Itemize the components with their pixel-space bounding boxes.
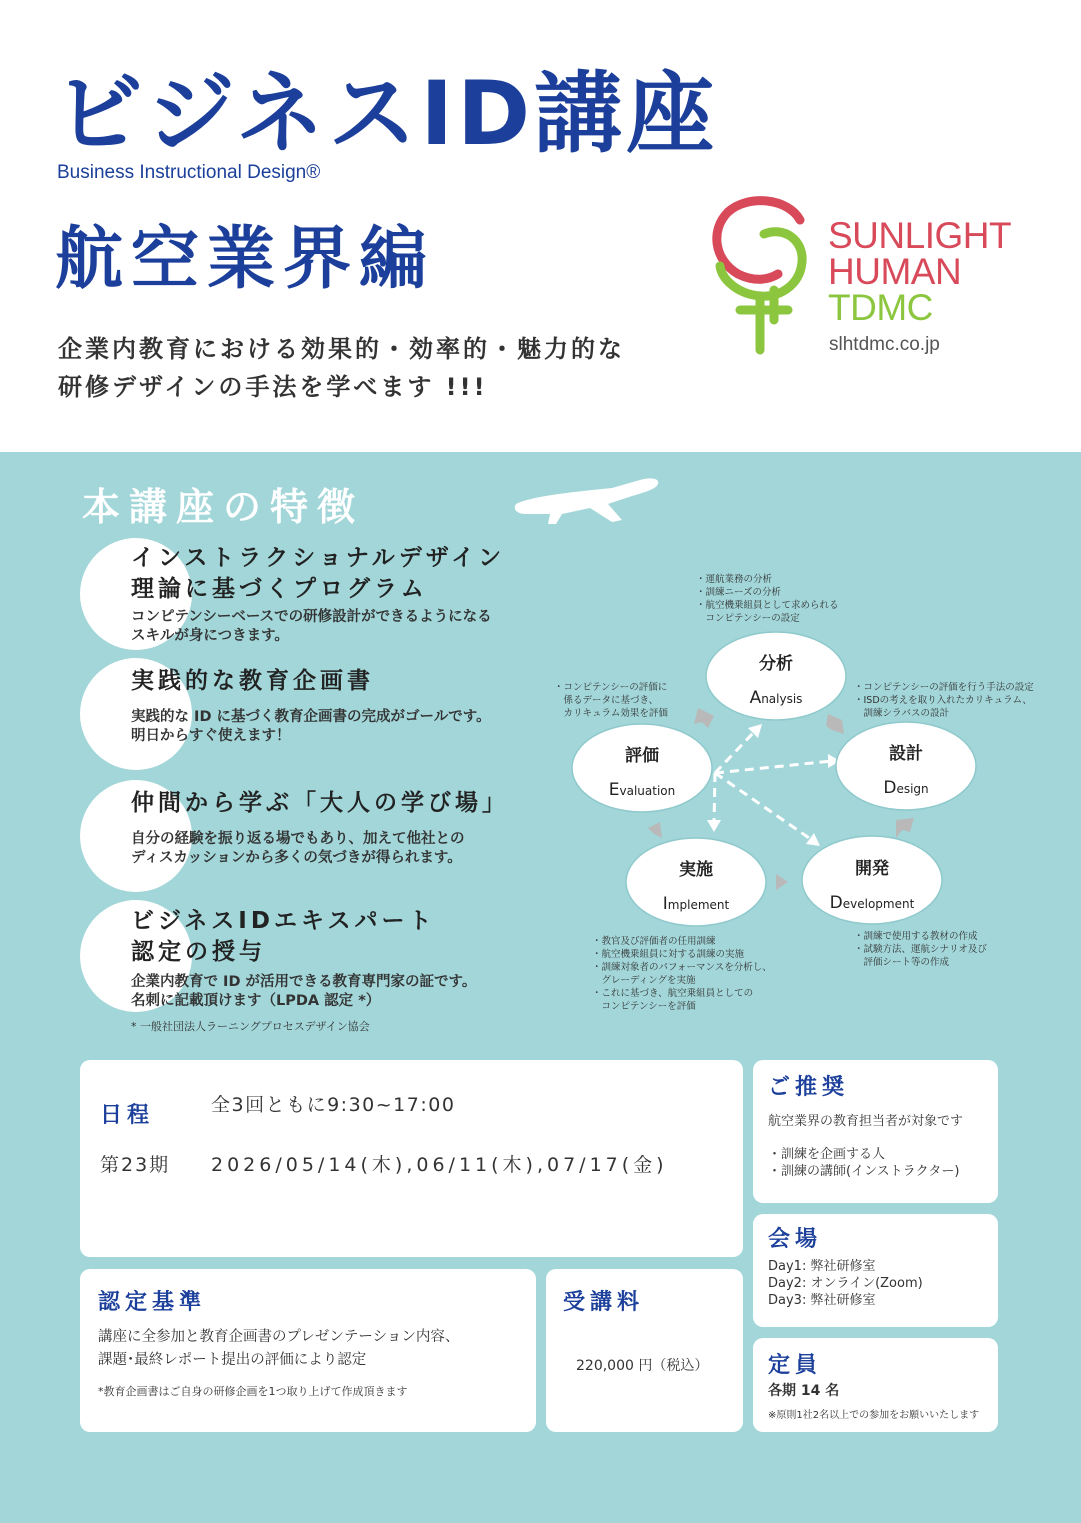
recommend-item: ・訓練を企画する人 xyxy=(768,1147,886,1162)
note-line: カリキュラム効果を評価 xyxy=(554,708,668,719)
certification-text xyxy=(98,1326,459,1372)
feature-desc-line: 実践的な ID に基づく教育企画書の完成がゴールです。 xyxy=(131,709,491,725)
feature-desc-line: 名刺に記載頂けます（LPDA 認定 *） xyxy=(131,993,381,1009)
addie-diagram xyxy=(550,568,1050,1018)
design-en: Design xyxy=(883,778,929,798)
venue-card xyxy=(753,1214,998,1327)
subtitle-english: Business Instructional Design® xyxy=(57,162,321,183)
phase-ellipses xyxy=(572,632,976,926)
feature-item xyxy=(80,900,560,1015)
note-line: コンピテンシーの設定 xyxy=(696,613,800,624)
venue-heading: 会場 xyxy=(768,1227,823,1252)
feature-title xyxy=(131,666,374,697)
venue-day: Day1: 弊社研修室 xyxy=(768,1259,876,1274)
schedule-time: 全3回ともに9:30~17:00 xyxy=(211,1094,456,1116)
airplane-icon xyxy=(512,474,662,530)
dashed-arrows xyxy=(714,730,832,840)
note-line: ・訓練で使用する教材の作成 xyxy=(854,931,978,942)
note-line: 係るデータに基づき、 xyxy=(554,695,659,706)
note-line: ・訓練対象者のパフォーマンスを分析し、 xyxy=(592,962,772,973)
edition-title: 航空業界編 xyxy=(55,220,436,299)
note-line: ・航空機乗組員に対する訓練の実施 xyxy=(592,949,745,960)
recommend-target: 航空業界の教育担当者が対象です xyxy=(768,1114,964,1129)
note-line: ・これに基づき、航空乗組員としての xyxy=(592,988,754,999)
dashed-arrowheads xyxy=(707,724,840,846)
schedule-heading: 日程 xyxy=(100,1103,155,1128)
feature-desc-line: スキルが身につきます。 xyxy=(131,628,289,644)
certification-line: 課題･最終レポート提出の評価により認定 xyxy=(98,1352,367,1368)
company-logo xyxy=(708,190,1038,360)
feature-desc xyxy=(131,973,476,1011)
certification-card xyxy=(80,1269,536,1432)
venue-list xyxy=(768,1258,923,1309)
note-line: ・ISDの考えを取り入れたカリキュラム、 xyxy=(854,695,1032,706)
schedule-dates: 2026/05/14(木),06/11(木),07/17(金) xyxy=(211,1154,668,1176)
logo-line: HUMAN xyxy=(828,251,962,292)
logo-mark-icon xyxy=(708,190,818,360)
logo-line: SUNLIGHT xyxy=(828,215,1012,256)
development-jp: 開発 xyxy=(855,859,889,879)
feature-item xyxy=(80,780,560,890)
certification-line: 講座に全参加と教育企画書のプレゼンテーション内容、 xyxy=(98,1329,460,1345)
development-notes xyxy=(854,930,987,969)
note-line: グレーディングを実施 xyxy=(592,975,696,986)
analysis-jp: 分析 xyxy=(759,654,793,674)
venue-day: Day2: オンライン(Zoom) xyxy=(768,1276,923,1291)
analysis-en: Analysis xyxy=(749,688,803,708)
feature-title xyxy=(131,543,505,605)
note-line: ・コンピテンシーの評価に xyxy=(554,682,668,693)
note-line: ・試験方法、運航シナリオ及び xyxy=(854,944,987,955)
lead-line: 研修デザインの手法を学べます !!! xyxy=(58,373,488,401)
logo-url: slhtdmc.co.jp xyxy=(829,334,940,355)
feature-title xyxy=(131,788,509,819)
features-heading: 本講座の特徴 xyxy=(82,485,365,529)
feature-title-line: ビジネスIDエキスパート xyxy=(131,908,436,934)
recommend-card xyxy=(753,1060,998,1203)
header-section xyxy=(0,0,1081,452)
capacity-card xyxy=(753,1338,998,1432)
page-title: ビジネスID講座 xyxy=(55,62,719,165)
recommend-item: ・訓練の講師(インストラクター) xyxy=(768,1164,960,1179)
venue-day: Day3: 弊社研修室 xyxy=(768,1293,876,1308)
feature-item xyxy=(80,658,560,768)
feature-desc-line: 明日からすぐ使えます！ xyxy=(131,728,291,744)
capacity-heading: 定員 xyxy=(768,1353,823,1378)
feature-desc-line: ディスカッションから多くの気づきが得られます。 xyxy=(131,850,462,866)
note-line: 評価シート等の作成 xyxy=(854,957,950,968)
fee-amount: 220,000 円（税込） xyxy=(576,1358,709,1374)
footnote: * 一般社団法人ラーニングプロセスデザイン協会 xyxy=(131,1020,370,1033)
evaluation-en: Evaluation xyxy=(608,780,676,800)
logo-line: TDMC xyxy=(828,287,933,328)
feature-item xyxy=(80,540,560,650)
fee-card xyxy=(546,1269,743,1432)
note-line: ・教官及び評価者の任用訓練 xyxy=(592,936,716,947)
implement-jp: 実施 xyxy=(679,860,713,880)
schedule-term: 第23期 xyxy=(100,1154,171,1176)
certification-heading: 認定基準 xyxy=(98,1290,207,1315)
analysis-notes xyxy=(696,573,839,625)
note-line: ・訓練ニーズの分析 xyxy=(696,587,782,598)
note-line: ・運航業務の分析 xyxy=(696,574,773,585)
note-line: 訓練シラバスの設計 xyxy=(854,708,950,719)
feature-desc-line: コンピテンシーベースでの研修設計ができるようになる xyxy=(131,609,492,625)
certification-note: *教育企画書はご自身の研修企画を1つ取り上げて作成頂きます xyxy=(98,1385,408,1398)
recommend-heading: ご推奨 xyxy=(768,1075,850,1100)
note-line: ・コンピテンシーの評価を行う手法の設定 xyxy=(854,682,1034,693)
design-notes xyxy=(854,681,1034,720)
feature-desc xyxy=(131,830,465,868)
capacity-note: ※原則1社2名以上での参加をお願いいたします xyxy=(768,1410,980,1421)
design-jp: 設計 xyxy=(889,744,923,764)
capacity-value: 各期 14 名 xyxy=(768,1383,840,1399)
development-en: Development xyxy=(829,893,915,913)
feature-title-line: 実践的な教育企画書 xyxy=(131,668,374,694)
evaluation-notes xyxy=(554,681,668,720)
evaluation-jp: 評価 xyxy=(625,746,659,766)
feature-title xyxy=(131,906,436,968)
feature-title-line: 認定の授与 xyxy=(131,939,266,965)
implement-en: Implement xyxy=(662,894,730,914)
feature-title-line: 仲間から学ぶ「大人の学び場」 xyxy=(131,790,509,816)
lead-text xyxy=(58,330,625,406)
logo-wordmark xyxy=(828,215,1012,328)
feature-desc xyxy=(131,708,491,746)
lead-line: 企業内教育における効果的・効率的・魅力的な xyxy=(58,335,625,363)
feature-desc-line: 自分の経験を振り返る場でもあり、加えて他社との xyxy=(131,831,465,847)
schedule-card xyxy=(80,1060,743,1257)
feature-title-line: 理論に基づくプログラム xyxy=(131,576,428,602)
fee-heading: 受講料 xyxy=(563,1290,645,1315)
note-line: ・航空機乗組員として求められる xyxy=(696,600,839,611)
implement-notes xyxy=(592,935,772,1013)
feature-desc xyxy=(131,608,492,646)
recommend-list xyxy=(768,1146,960,1180)
feature-desc-line: 企業内教育で ID が活用できる教育専門家の証です。 xyxy=(131,974,477,990)
note-line: コンピテンシーを評価 xyxy=(592,1001,696,1012)
feature-title-line: インストラクショナルデザイン xyxy=(131,545,506,571)
